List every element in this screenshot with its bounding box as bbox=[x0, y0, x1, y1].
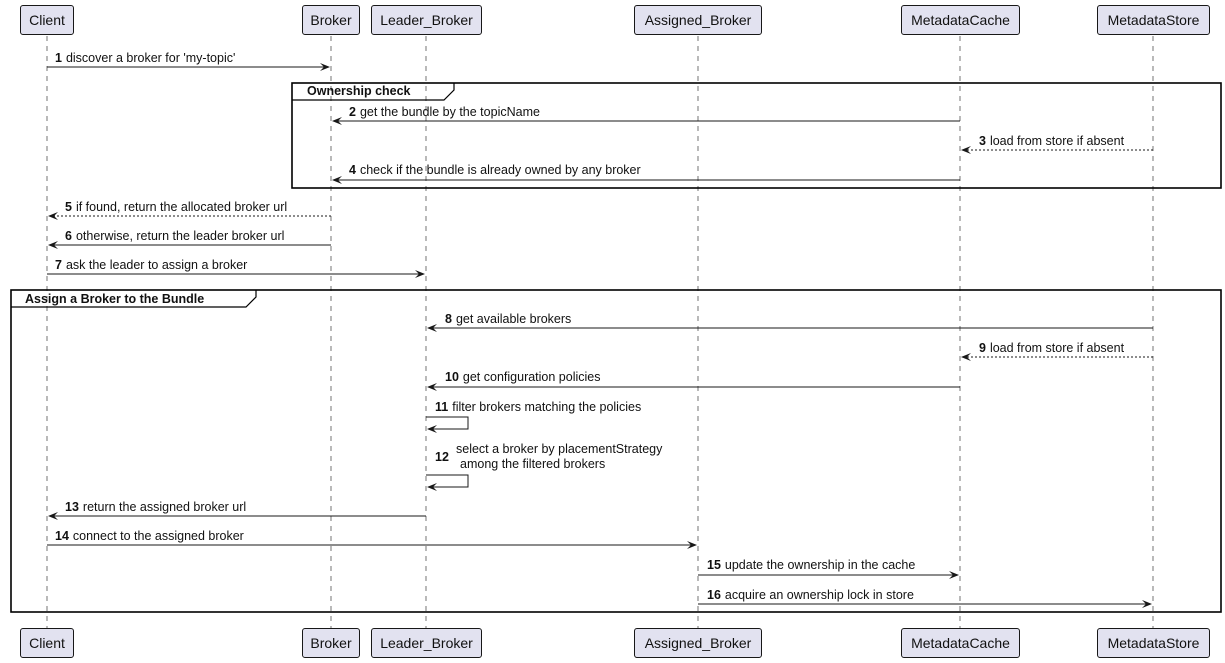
message-label-1 bbox=[55, 51, 235, 66]
message-label-11 bbox=[435, 400, 641, 415]
participant-broker-top: Broker bbox=[302, 5, 360, 35]
message-label-4 bbox=[349, 163, 641, 178]
message-text-12-line2: among the filtered brokers bbox=[460, 457, 606, 471]
message-text: get available brokers bbox=[455, 312, 572, 326]
message-label-2 bbox=[349, 105, 540, 120]
message-label-10 bbox=[445, 370, 601, 385]
message-text: load from store if absent bbox=[989, 134, 1125, 148]
participant-metadatastore-top: MetadataStore bbox=[1097, 5, 1210, 35]
message-text: load from store if absent bbox=[989, 341, 1125, 355]
message-number: 3 bbox=[979, 134, 986, 148]
message-text: filter brokers matching the policies bbox=[452, 400, 642, 414]
group-label-ownership-check: Ownership check bbox=[307, 84, 411, 98]
message-text: return the assigned broker url bbox=[82, 500, 247, 514]
message-number: 15 bbox=[707, 558, 721, 572]
message-text: get the bundle by the topicName bbox=[359, 105, 540, 119]
participant-metadatastore-bottom: MetadataStore bbox=[1097, 628, 1210, 658]
message-label-15 bbox=[707, 558, 915, 573]
message-number: 6 bbox=[65, 229, 72, 243]
participant-assigned-broker-top: Assigned_Broker bbox=[634, 5, 762, 35]
arrowhead-5 bbox=[48, 212, 58, 220]
participant-metadatacache-top: MetadataCache bbox=[901, 5, 1020, 35]
message-label-14 bbox=[55, 529, 244, 544]
message-number: 8 bbox=[445, 312, 452, 326]
message-label-3 bbox=[979, 134, 1124, 149]
message-number: 14 bbox=[55, 529, 69, 543]
message-text: connect to the assigned broker bbox=[72, 529, 244, 543]
participant-leader-broker-bottom: Leader_Broker bbox=[371, 628, 482, 658]
message-label-5 bbox=[65, 200, 287, 215]
participant-metadatacache-bottom: MetadataCache bbox=[901, 628, 1020, 658]
message-number: 16 bbox=[707, 588, 721, 602]
message-text: discover a broker for 'my-topic' bbox=[65, 51, 236, 65]
arrowhead-9 bbox=[961, 353, 971, 361]
message-text: check if the bundle is already owned by any broker bbox=[359, 163, 641, 177]
message-number: 5 bbox=[65, 200, 72, 214]
message-label-13 bbox=[65, 500, 246, 515]
message-label-12 bbox=[435, 450, 453, 465]
participant-client-top: Client bbox=[20, 5, 74, 35]
message-number: 1 bbox=[55, 51, 62, 65]
message-number: 12 bbox=[435, 450, 449, 464]
group-label-assign-broker: Assign a Broker to the Bundle bbox=[25, 292, 205, 306]
message-text: otherwise, return the leader broker url bbox=[75, 229, 285, 243]
message-number: 2 bbox=[349, 105, 356, 119]
message-text-12-line1: select a broker by placementStrategy bbox=[456, 442, 663, 456]
participant-leader-broker-top: Leader_Broker bbox=[371, 5, 482, 35]
message-label-9 bbox=[979, 341, 1124, 356]
message-text: ask the leader to assign a broker bbox=[65, 258, 248, 272]
message-text: get configuration policies bbox=[462, 370, 601, 384]
message-text: update the ownership in the cache bbox=[724, 558, 916, 572]
message-label-8 bbox=[445, 312, 571, 327]
participant-broker-bottom: Broker bbox=[302, 628, 360, 658]
message-label-6 bbox=[65, 229, 284, 244]
message-number: 10 bbox=[445, 370, 459, 384]
participant-assigned-broker-bottom: Assigned_Broker bbox=[634, 628, 762, 658]
message-text: acquire an ownership lock in store bbox=[724, 588, 914, 602]
message-label-7 bbox=[55, 258, 247, 273]
message-number: 9 bbox=[979, 341, 986, 355]
message-number: 13 bbox=[65, 500, 79, 514]
arrowhead-3 bbox=[961, 146, 971, 154]
message-number: 4 bbox=[349, 163, 356, 177]
message-number: 7 bbox=[55, 258, 62, 272]
message-text: if found, return the allocated broker url bbox=[75, 200, 288, 214]
message-label-16 bbox=[707, 588, 914, 603]
message-number: 11 bbox=[435, 400, 449, 414]
participant-client-bottom: Client bbox=[20, 628, 74, 658]
